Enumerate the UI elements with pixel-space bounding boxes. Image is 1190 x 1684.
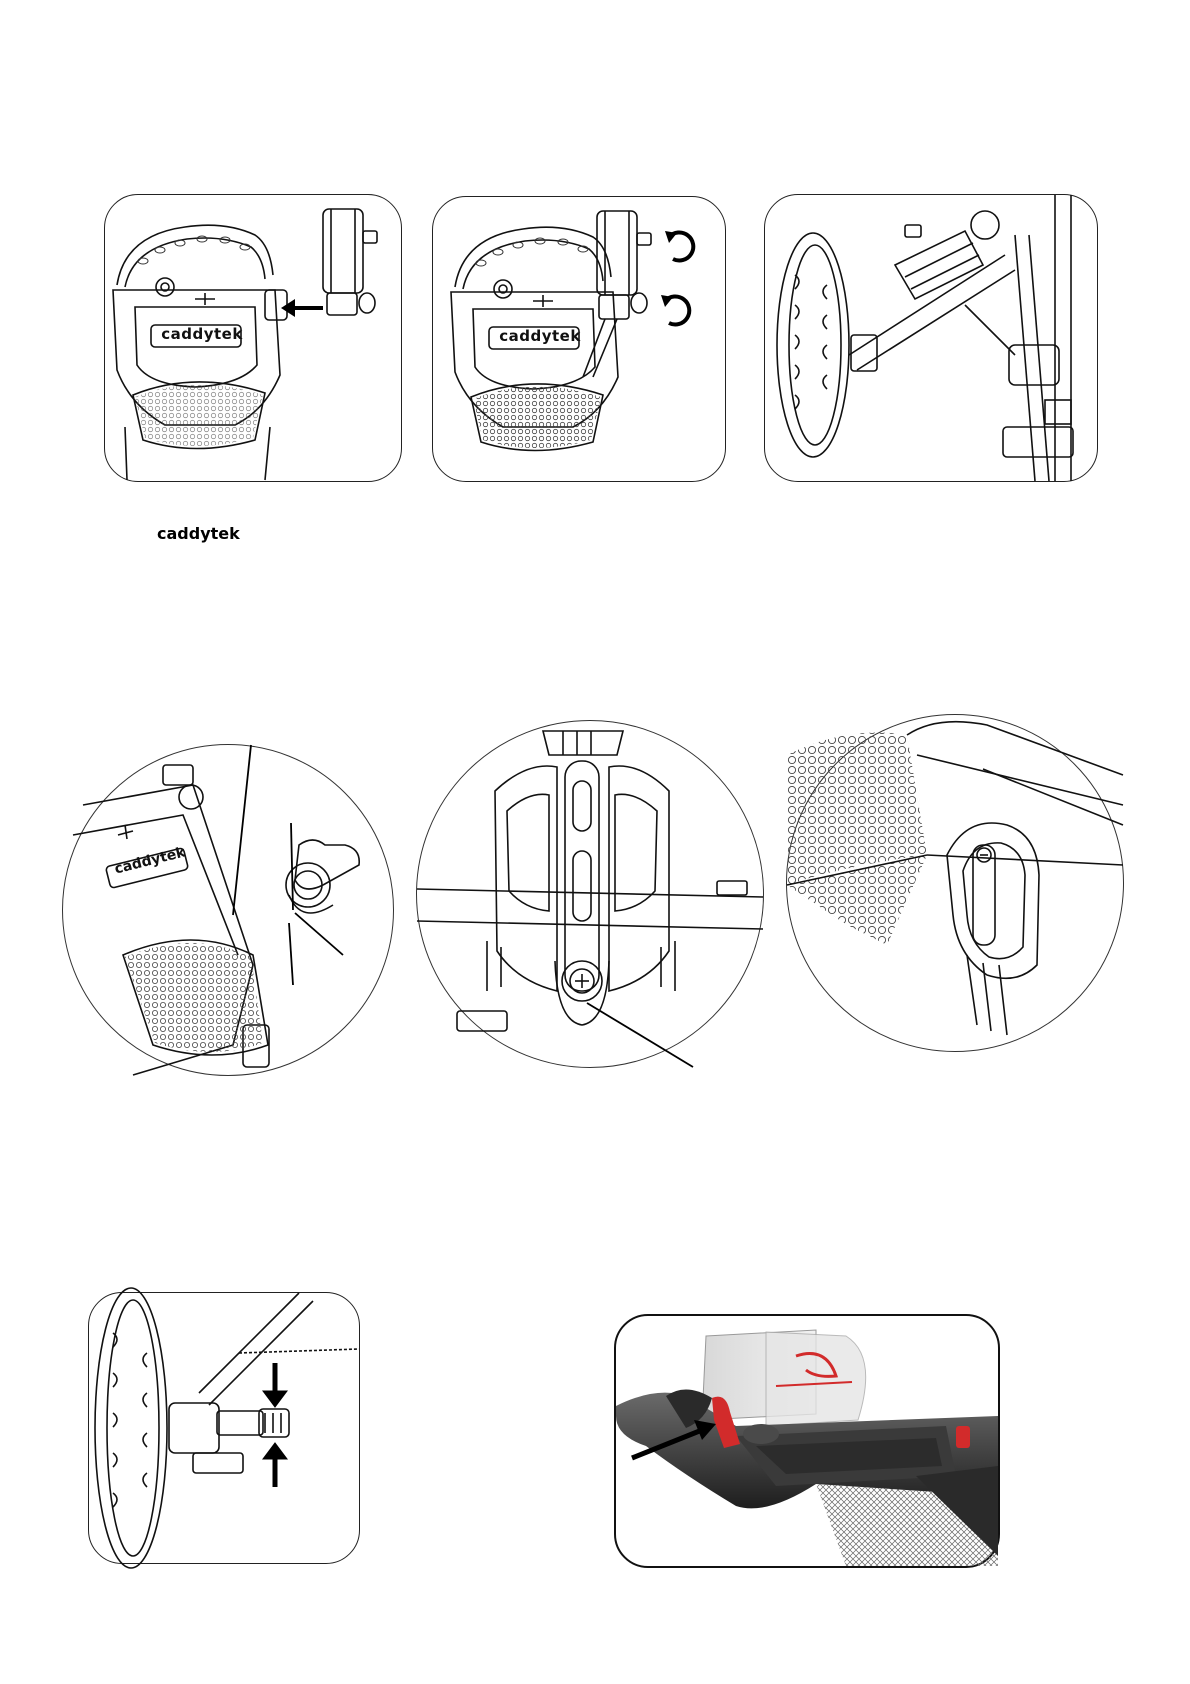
- figure-umbrella-holder-insert: [104, 194, 402, 543]
- callout-line-icon: [587, 1003, 693, 1067]
- arrows-up-down-icon: [263, 1363, 287, 1487]
- figure-cup-holder-clip-on: [62, 744, 394, 1076]
- figure-umbrella-holder-tighten: [432, 196, 726, 482]
- cup-holder-clip-drawing: [63, 745, 393, 1075]
- cup-holder-screw-drawing: [417, 721, 763, 1067]
- console-drawing: [105, 195, 401, 481]
- figure-wheel-release-press: [88, 1292, 360, 1564]
- figure-cup-holder-screw-detail: [416, 720, 764, 1068]
- scorecard-photo-render: [616, 1316, 998, 1566]
- brand-logo: caddytek: [157, 524, 240, 543]
- brand-logo-label: caddytek: [499, 327, 581, 345]
- rotate-arrows-icon: [661, 231, 693, 324]
- figure-cup-holder-mounted: [786, 714, 1124, 1052]
- side-view-drawing: [765, 195, 1097, 481]
- brand-logo-label: caddytek: [112, 844, 188, 878]
- figure-umbrella-holder-side-view: [764, 194, 1098, 482]
- callout-lines-icon: [233, 745, 343, 985]
- cup-holder-mounted-drawing: [787, 715, 1123, 1051]
- brand-logo-label: caddytek: [161, 325, 243, 343]
- wheel-release-drawing: [89, 1293, 359, 1563]
- figure-scorecard-clip-photo: [614, 1314, 1000, 1568]
